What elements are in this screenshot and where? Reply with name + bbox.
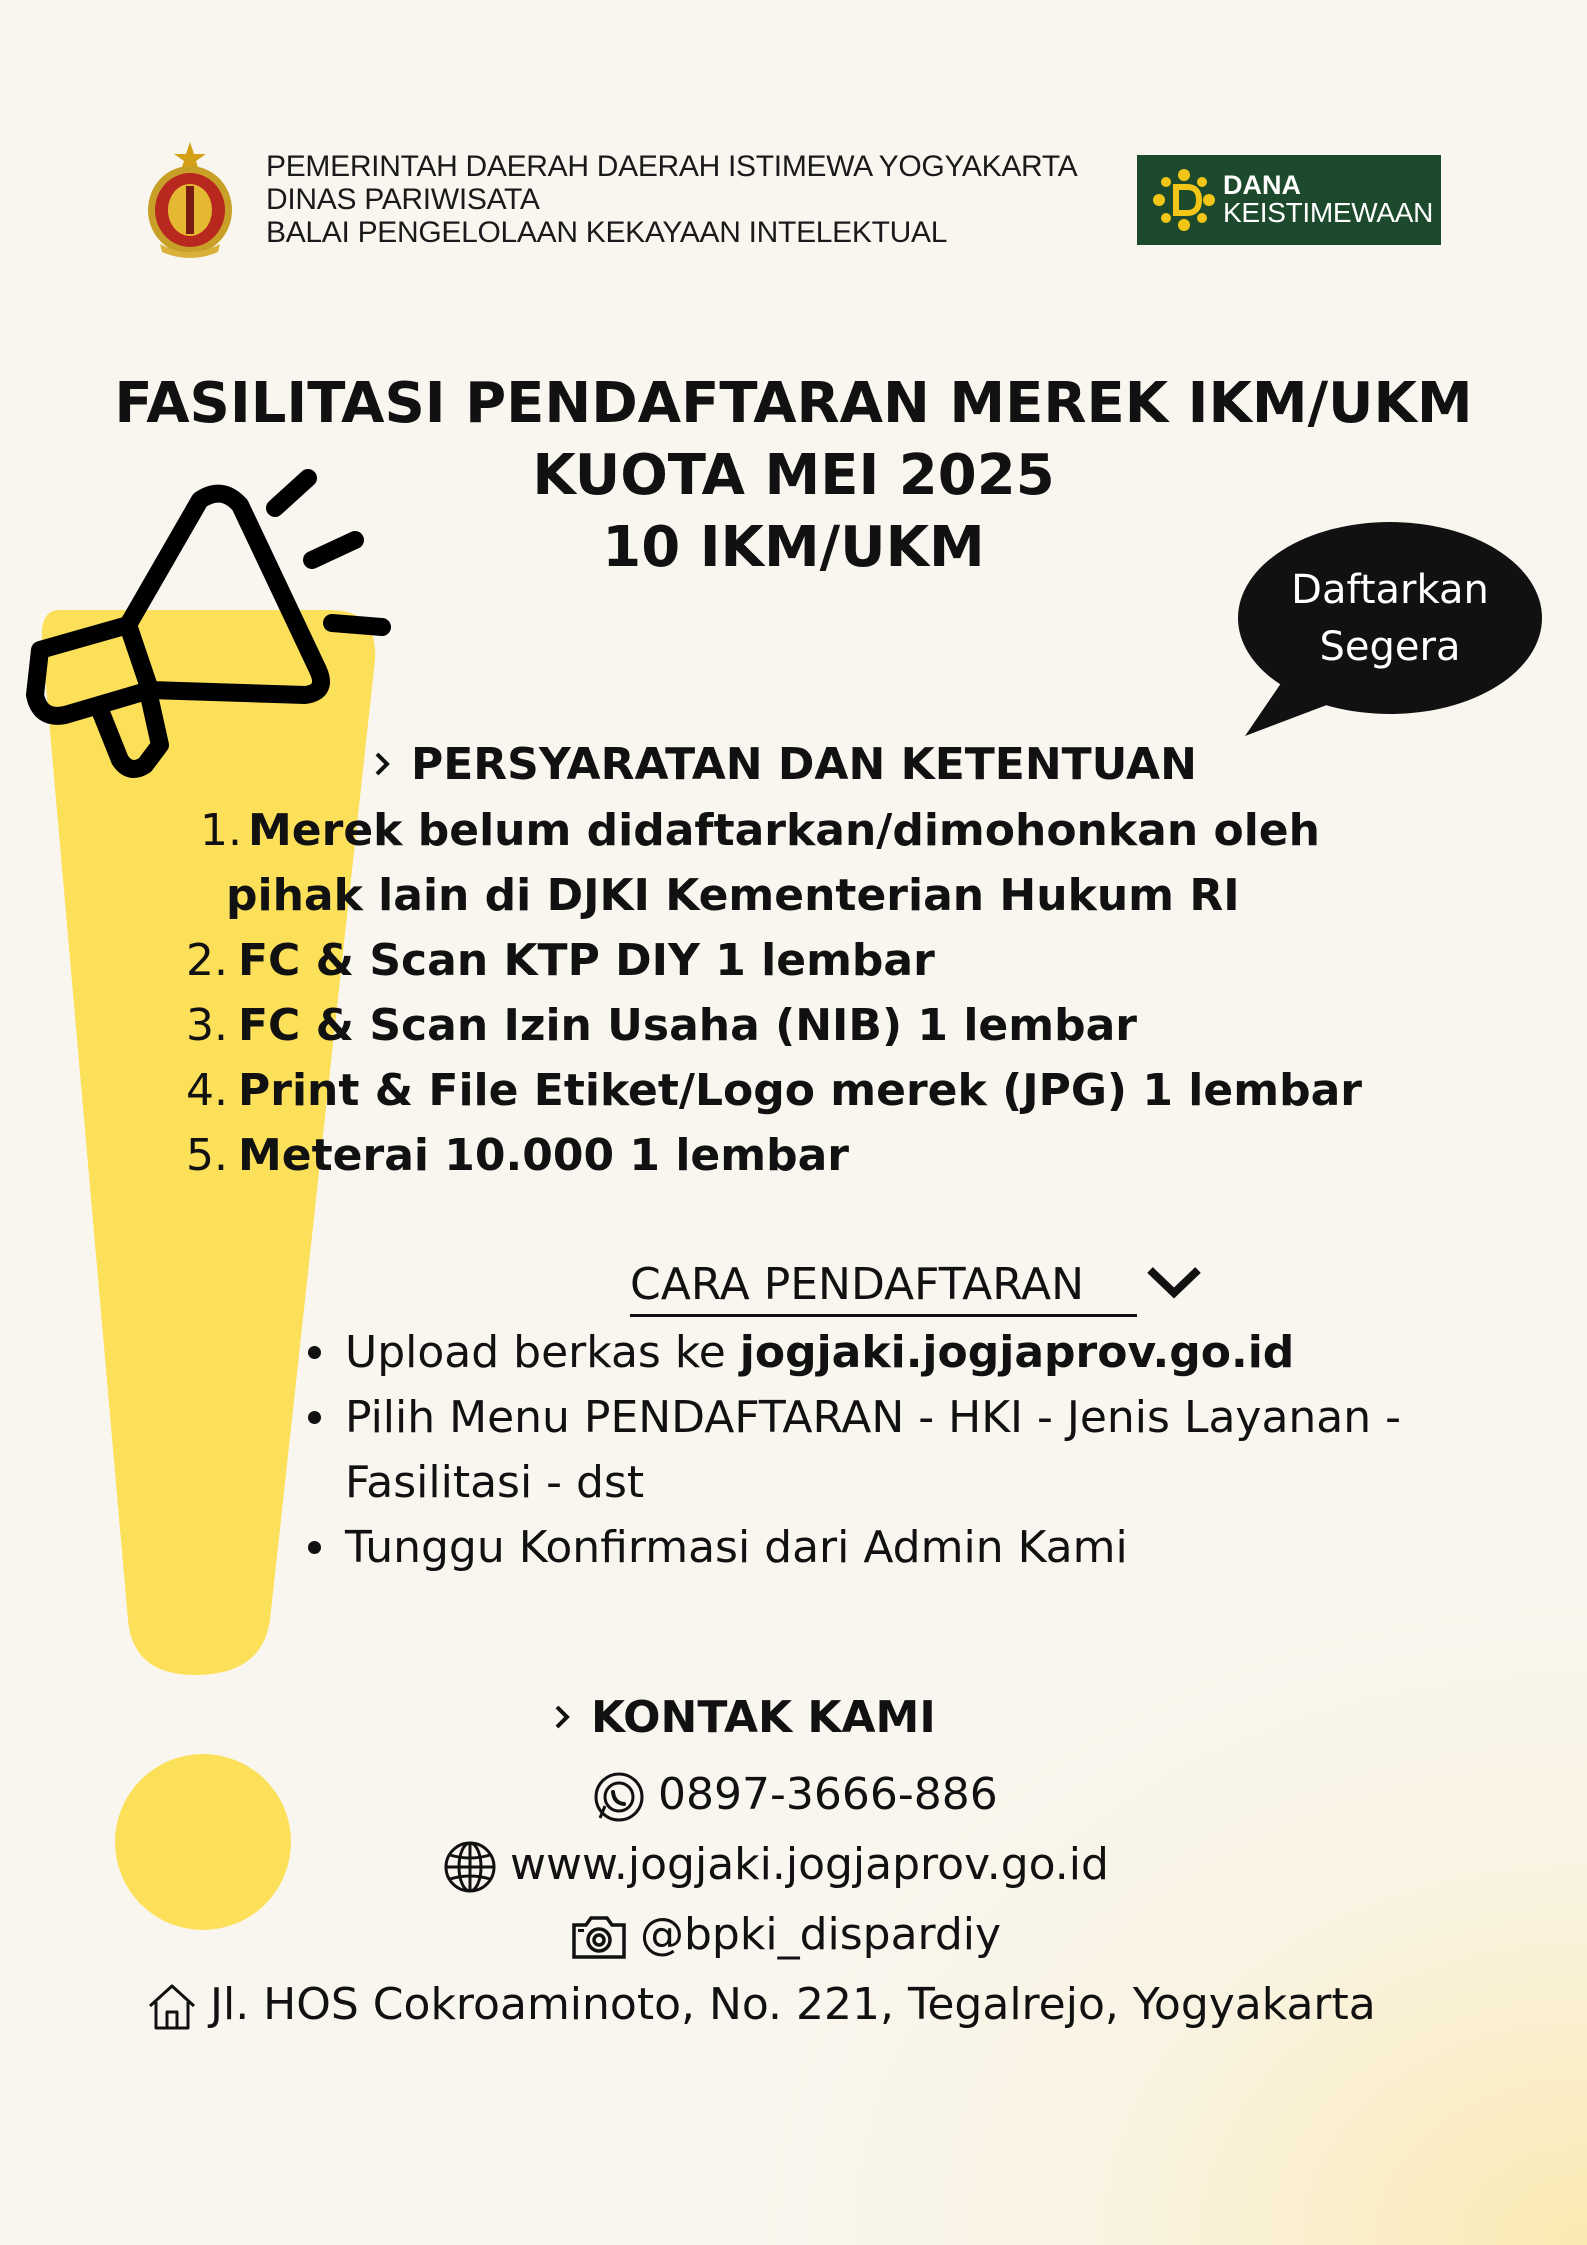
partner-logo-line-2: KEISTIMEWAAN: [1223, 197, 1434, 228]
camera-icon: [570, 1913, 628, 1961]
title-line-1: FASILITASI PENDAFTARAN MEREK IKM/UKM: [114, 371, 1473, 436]
dana-keistimewaan-logo: [1137, 155, 1441, 245]
list-item-text: FC & Scan Izin Usaha (NIB) 1 lembar: [238, 1000, 1137, 1051]
list-item: [300, 1515, 1500, 1580]
list-item: [172, 1123, 1372, 1188]
list-item-text: FC & Scan KTP DIY 1 lembar: [238, 935, 935, 986]
bubble-line-2: Segera: [1319, 624, 1461, 670]
org-line-1: PEMERINTAH DAERAH DAERAH ISTIMEWA YOGYAKARTA: [266, 150, 1078, 183]
partner-logo-line-1: DANA: [1223, 170, 1301, 200]
contact-heading-label: KONTAK KAMI: [591, 1692, 936, 1743]
bubble-line-1: Daftarkan: [1291, 567, 1489, 613]
title-line-2: KUOTA MEI 2025: [532, 443, 1055, 508]
list-item-text: Print & File Etiket/Logo merek (JPG) 1 lembar: [238, 1065, 1362, 1116]
list-item-number: 5.: [186, 1130, 228, 1181]
registration-list: [300, 1320, 1500, 1580]
chevron-right-icon: [373, 749, 393, 779]
list-item-continuation: [172, 863, 1372, 928]
list-item-text-line-2: pihak lain di DJKI Kementerian Hukum RI: [226, 870, 1240, 921]
title-line-3: 10 IKM/UKM: [602, 515, 985, 580]
list-item-number: 3.: [186, 1000, 228, 1051]
list-item: [300, 1320, 1500, 1385]
registration-heading-underline: [630, 1314, 1137, 1317]
list-item: [172, 928, 1372, 993]
whatsapp-icon: [592, 1770, 646, 1824]
page-title: [60, 368, 1527, 584]
registration-link[interactable]: jogjaki.jogjaprov.go.id: [739, 1327, 1295, 1378]
dana-mark-icon: [1151, 167, 1217, 233]
contact-website[interactable]: [442, 1835, 1109, 1895]
home-icon: [146, 1982, 198, 2032]
exclamation-dot: [115, 1754, 291, 1930]
phone-number: 0897-3666-886: [658, 1769, 998, 1820]
list-item-text-line-2: Fasilitasi - dst: [345, 1457, 645, 1508]
contact-instagram[interactable]: [570, 1905, 1001, 1965]
contact-phone[interactable]: [592, 1765, 998, 1825]
address-text: Jl. HOS Cokroaminoto, No. 221, Tegalrejo, Yogyakarta: [210, 1979, 1376, 2030]
list-item-text: Tunggu Konfirmasi dari Admin Kami: [345, 1522, 1128, 1573]
chevron-down-icon: [1145, 1265, 1203, 1299]
list-item: [172, 993, 1372, 1058]
chevron-right-icon: [553, 1702, 573, 1732]
org-line-3: BALAI PENGELOLAAN KEKAYAAN INTELEKTUAL: [266, 216, 948, 249]
requirements-heading: [373, 735, 1197, 795]
list-item-text: Upload berkas ke: [345, 1327, 740, 1378]
list-item: [172, 798, 1372, 863]
contact-heading: [553, 1688, 936, 1748]
list-item: [300, 1385, 1500, 1515]
instagram-handle: @bpki_dispardiy: [640, 1909, 1002, 1960]
list-item-text-line-1: Merek belum didaftarkan/dimohonkan oleh: [248, 805, 1320, 856]
list-item: [172, 1058, 1372, 1123]
requirements-list: [172, 798, 1372, 1188]
website-url: www.jogjaki.jogjaprov.go.id: [510, 1839, 1109, 1890]
speech-bubble-text: [1250, 562, 1530, 676]
globe-icon: [442, 1839, 498, 1895]
organization-header: [266, 150, 1077, 249]
org-line-2: DINAS PARIWISATA: [266, 183, 540, 216]
requirements-heading-label: PERSYARATAN DAN KETENTUAN: [411, 739, 1197, 790]
list-item-number: 1.: [200, 805, 242, 856]
registration-heading: CARA PENDAFTARAN: [630, 1259, 1085, 1310]
list-item-number: 4.: [186, 1065, 228, 1116]
contact-address: [146, 1975, 1376, 2035]
government-crest: [140, 140, 240, 260]
list-item-text: Meterai 10.000 1 lembar: [238, 1130, 849, 1181]
list-item-text-line-1: Pilih Menu PENDAFTARAN - HKI - Jenis Layanan -: [345, 1392, 1402, 1443]
list-item-number: 2.: [186, 935, 228, 986]
